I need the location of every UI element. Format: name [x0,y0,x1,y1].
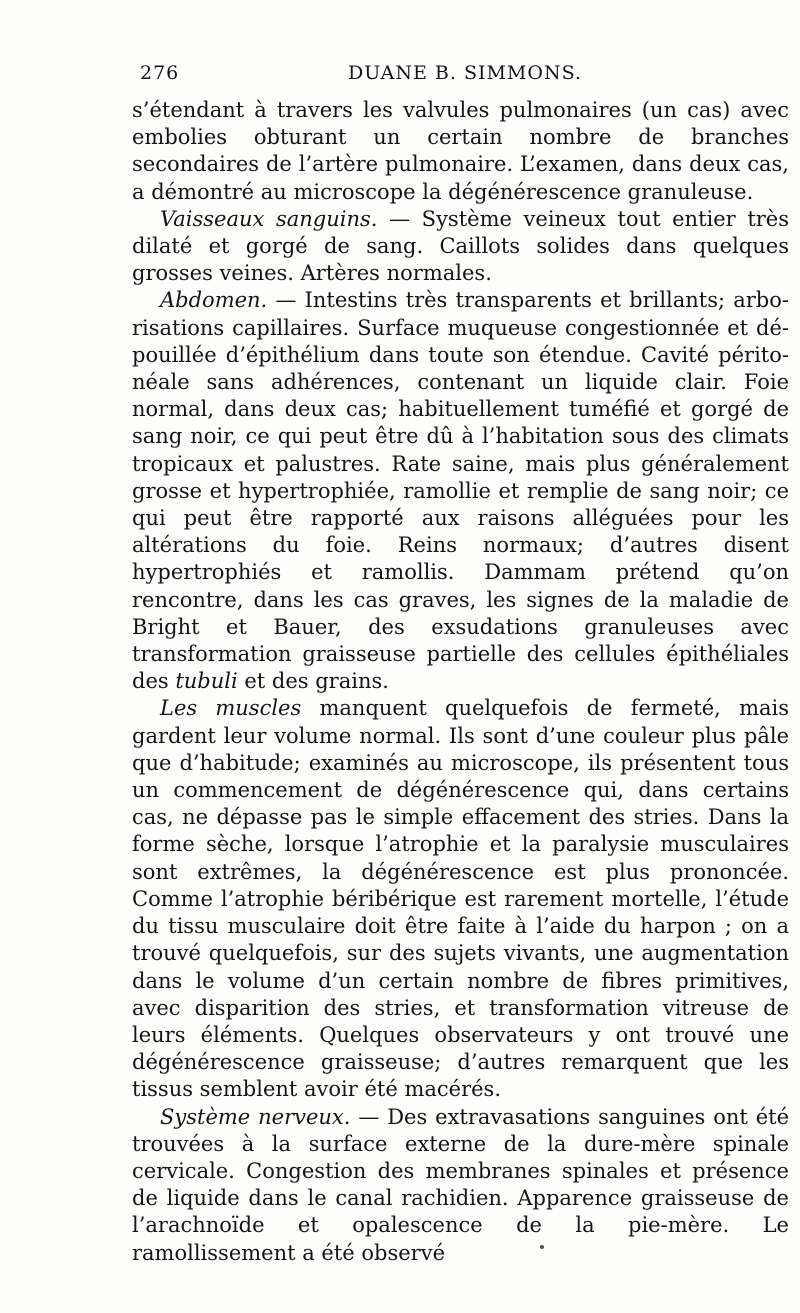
section-lead: Abdomen. [160,288,268,313]
paragraph-text: — Intestins très transparents et brillants; arborisations capillaires. Surface muqueuse congestionnée et dépouillée d’épithélium dans toute son étendue. Cavité péritonéale sans adhérences, contenant un liquide clair. Foie normal, dans deux cas; habituellement tuméfié et gorgé de sang noir, ce qui peut être dû à l’habitation sous des climats tropicaux et palustres. Rate saine, mais plus généralement grosse et hypertrophiée, ramollie et remplie de sang noir; ce qui peut être rapporté aux raisons alléguées pour les altérations du foie. Reins normaux; d’autres disent hypertrophiés et ramollis. Dammam prétend qu’on rencontre, dans les cas graves, les signes de la maladie de Bright et Bauer, des exsudations granuleuses avec transformation graisseuse partielle des cellules épithéliales des [132,288,789,694]
paragraph-systeme-nerveux [132,1104,789,1267]
paragraph-abdomen [132,287,789,695]
italic-term: tubuli [175,669,238,694]
page-number: 276 [140,62,180,84]
paragraph-tail: et des grains. [237,669,389,694]
paragraph-text: — Des extravasations sanguines ont été trouvées à la surface externe de la dure-mère spinale cervicale. Congestion des membranes spinales et présence de liquide dans le canal rachidien. Apparence graisseuse de l’arachnoïde et opalescence de la pie-mère. Le ramollissement a été observé [132,1104,789,1265]
running-header [140,62,790,92]
paragraph-text: manquent quelquefois de fermeté, mais gardent leur volume normal. Ils sont d’une couleur plus pâle que d’habitude; examinés au microscope, ils présentent tous un commencement de dégénérescence qui, dans certains cas, ne dépasse pas le simple effacement des stries. Dans la forme sèche, lorsque l’atrophie et la paralysie musculaires sont extrêmes, la dégénérescence est plus prononcée. Comme l’atrophie béribérique est rarement mortelle, l’étude du tissu musculaire doit être faite à l’aide du harpon ; on a trouvé quelquefois, sur des sujets vivants, une augmentation dans le volume d’un certain nombre de fibres primitives, avec disparition des stries, et transformation vitreuse de leurs éléments. Quelques observateurs y ont trouvé une dégénérescence graisseuse; d’autres remarquent que les tissus semblent avoir été macérés. [132,696,789,1102]
paragraph-muscles [132,695,789,1103]
section-lead: Vaisseaux sanguins. [160,206,378,231]
body-text [132,97,789,1267]
running-title: DUANE B. SIMMONS. [348,62,582,84]
paragraph-vaisseaux [132,206,789,288]
section-lead: Système nerveux. [160,1104,351,1129]
paragraph-continuation [132,97,789,206]
print-speck [540,1245,544,1249]
section-lead: Les muscles [160,696,302,721]
paragraph-text: s’étendant à travers les valvules pulmonaires (un cas) avec embolies obturant un certain nombre de branches secondaires de l’artère pulmonaire. L’examen, dans deux cas, a démontré au microscope la dégénérescence granuleuse. [132,98,789,204]
paragraph-text: — Système veineux tout entier très dilaté et gorgé de sang. Caillots solides dans quelques grosses veines. Artères normales. [132,206,789,286]
